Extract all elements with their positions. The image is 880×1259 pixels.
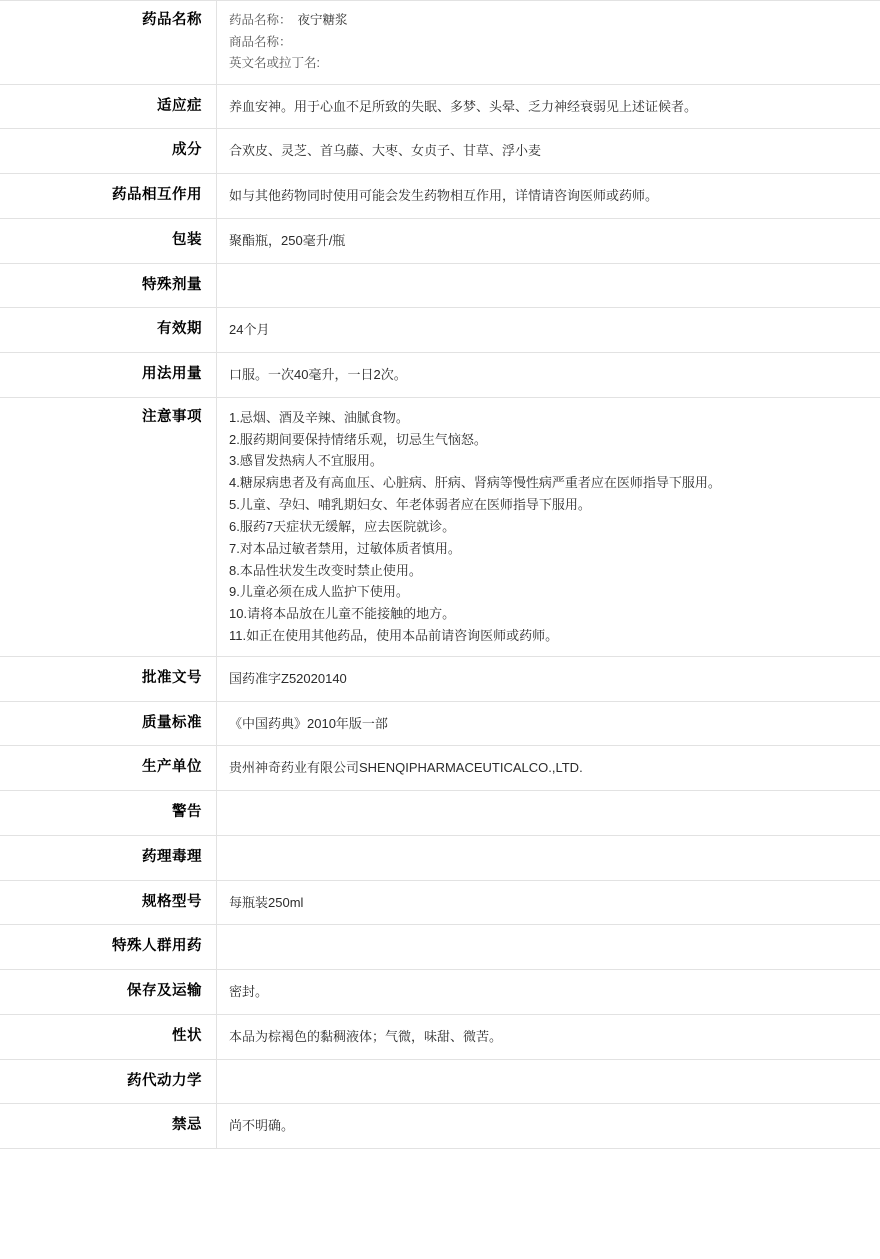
row-value-special-populations — [217, 925, 880, 970]
drug-name-key: 药品名称： — [229, 13, 292, 27]
row-label-ingredients: 成分 — [0, 129, 217, 174]
row-label-storage-transport: 保存及运输 — [0, 970, 217, 1015]
row-label-interactions: 药品相互作用 — [0, 174, 217, 219]
row-value-drug-name — [217, 1, 880, 85]
precaution-item: 3.感冒发热病人不宜服用。 — [229, 450, 870, 472]
precaution-item: 7.对本品过敏者禁用，过敏体质者慎用。 — [229, 538, 870, 560]
precaution-item: 2.服药期间要保持情绪乐观，切忌生气恼怒。 — [229, 429, 870, 451]
trade-name-key: 商品名称： — [229, 35, 292, 49]
row-value-interactions: 如与其他药物同时使用可能会发生药物相互作用，详情请咨询医师或药师。 — [217, 174, 880, 219]
drug-info-body — [0, 1, 880, 1149]
table-row-manufacturer — [0, 746, 880, 791]
table-row-indications — [0, 84, 880, 129]
precaution-item: 8.本品性状发生改变时禁止使用。 — [229, 560, 870, 582]
precaution-item: 9.儿童必须在成人监护下使用。 — [229, 581, 870, 603]
row-label-drug-name: 药品名称 — [0, 1, 217, 85]
row-value-precautions — [217, 397, 880, 656]
english-name-field — [229, 53, 870, 75]
table-row-contraindications — [0, 1104, 880, 1149]
row-value-description: 本品为棕褐色的黏稠液体；气微，味甜、微苦。 — [217, 1014, 880, 1059]
row-value-specification: 每瓶装250ml — [217, 880, 880, 925]
row-value-warning — [217, 791, 880, 836]
table-row-warning — [0, 791, 880, 836]
table-row-interactions — [0, 174, 880, 219]
row-label-specification: 规格型号 — [0, 880, 217, 925]
row-value-indications: 养血安神。用于心血不足所致的失眠、多梦、头晕、乏力神经衰弱见上述证候者。 — [217, 84, 880, 129]
table-row-storage-transport — [0, 970, 880, 1015]
row-label-description: 性状 — [0, 1014, 217, 1059]
table-row-specification — [0, 880, 880, 925]
table-row-dosage-administration — [0, 353, 880, 398]
english-name-key: 英文名或拉丁名: — [229, 56, 320, 70]
table-row-precautions — [0, 397, 880, 656]
row-label-special-dosage: 特殊剂量 — [0, 263, 217, 308]
row-value-contraindications: 尚不明确。 — [217, 1104, 880, 1149]
row-label-shelf-life: 有效期 — [0, 308, 217, 353]
table-row-quality-standard — [0, 701, 880, 746]
table-row-special-populations — [0, 925, 880, 970]
table-row-approval-number — [0, 656, 880, 701]
trade-name-field — [229, 32, 870, 54]
table-row-special-dosage — [0, 263, 880, 308]
row-label-warning: 警告 — [0, 791, 217, 836]
row-value-special-dosage — [217, 263, 880, 308]
row-label-dosage-administration: 用法用量 — [0, 353, 217, 398]
row-value-dosage-administration: 口服。一次40毫升，一日2次。 — [217, 353, 880, 398]
table-row-pharmacokinetics — [0, 1059, 880, 1104]
table-row-shelf-life — [0, 308, 880, 353]
precaution-item: 4.糖尿病患者及有高血压、心脏病、肝病、肾病等慢性病严重者应在医师指导下服用。 — [229, 472, 870, 494]
row-label-contraindications: 禁忌 — [0, 1104, 217, 1149]
row-value-manufacturer: 贵州神奇药业有限公司SHENQIPHARMACEUTICALCO.,LTD. — [217, 746, 880, 791]
row-value-quality-standard: 《中国药典》2010年版一部 — [217, 701, 880, 746]
row-label-indications: 适应症 — [0, 84, 217, 129]
row-label-precautions: 注意事项 — [0, 397, 217, 656]
row-label-special-populations: 特殊人群用药 — [0, 925, 217, 970]
table-row-pharmacology-toxicology — [0, 835, 880, 880]
row-value-storage-transport: 密封。 — [217, 970, 880, 1015]
row-value-pharmacokinetics — [217, 1059, 880, 1104]
row-value-approval-number: 国药准字Z52020140 — [217, 656, 880, 701]
precaution-item: 10.请将本品放在儿童不能接触的地方。 — [229, 603, 870, 625]
precaution-item: 6.服药7天症状无缓解，应去医院就诊。 — [229, 516, 870, 538]
row-label-pharmacology-toxicology: 药理毒理 — [0, 835, 217, 880]
row-label-approval-number: 批准文号 — [0, 656, 217, 701]
row-value-packaging: 聚酯瓶，250毫升/瓶 — [217, 218, 880, 263]
precaution-item: 5.儿童、孕妇、哺乳期妇女、年老体弱者应在医师指导下服用。 — [229, 494, 870, 516]
row-label-pharmacokinetics: 药代动力学 — [0, 1059, 217, 1104]
precaution-item: 1.忌烟、酒及辛辣、油腻食物。 — [229, 407, 870, 429]
row-label-packaging: 包装 — [0, 218, 217, 263]
row-value-ingredients: 合欢皮、灵芝、首乌藤、大枣、女贞子、甘草、浮小麦 — [217, 129, 880, 174]
table-row-packaging — [0, 218, 880, 263]
row-label-manufacturer: 生产单位 — [0, 746, 217, 791]
drug-name-value: 夜宁糖浆 — [298, 13, 348, 27]
table-row-drug-name — [0, 1, 880, 85]
table-row-ingredients — [0, 129, 880, 174]
precaution-item: 11.如正在使用其他药品，使用本品前请咨询医师或药师。 — [229, 625, 870, 647]
row-value-pharmacology-toxicology — [217, 835, 880, 880]
row-label-quality-standard: 质量标准 — [0, 701, 217, 746]
row-value-shelf-life: 24个月 — [217, 308, 880, 353]
drug-name-field — [229, 10, 870, 32]
bottom-spacer — [0, 1149, 880, 1259]
table-row-description — [0, 1014, 880, 1059]
